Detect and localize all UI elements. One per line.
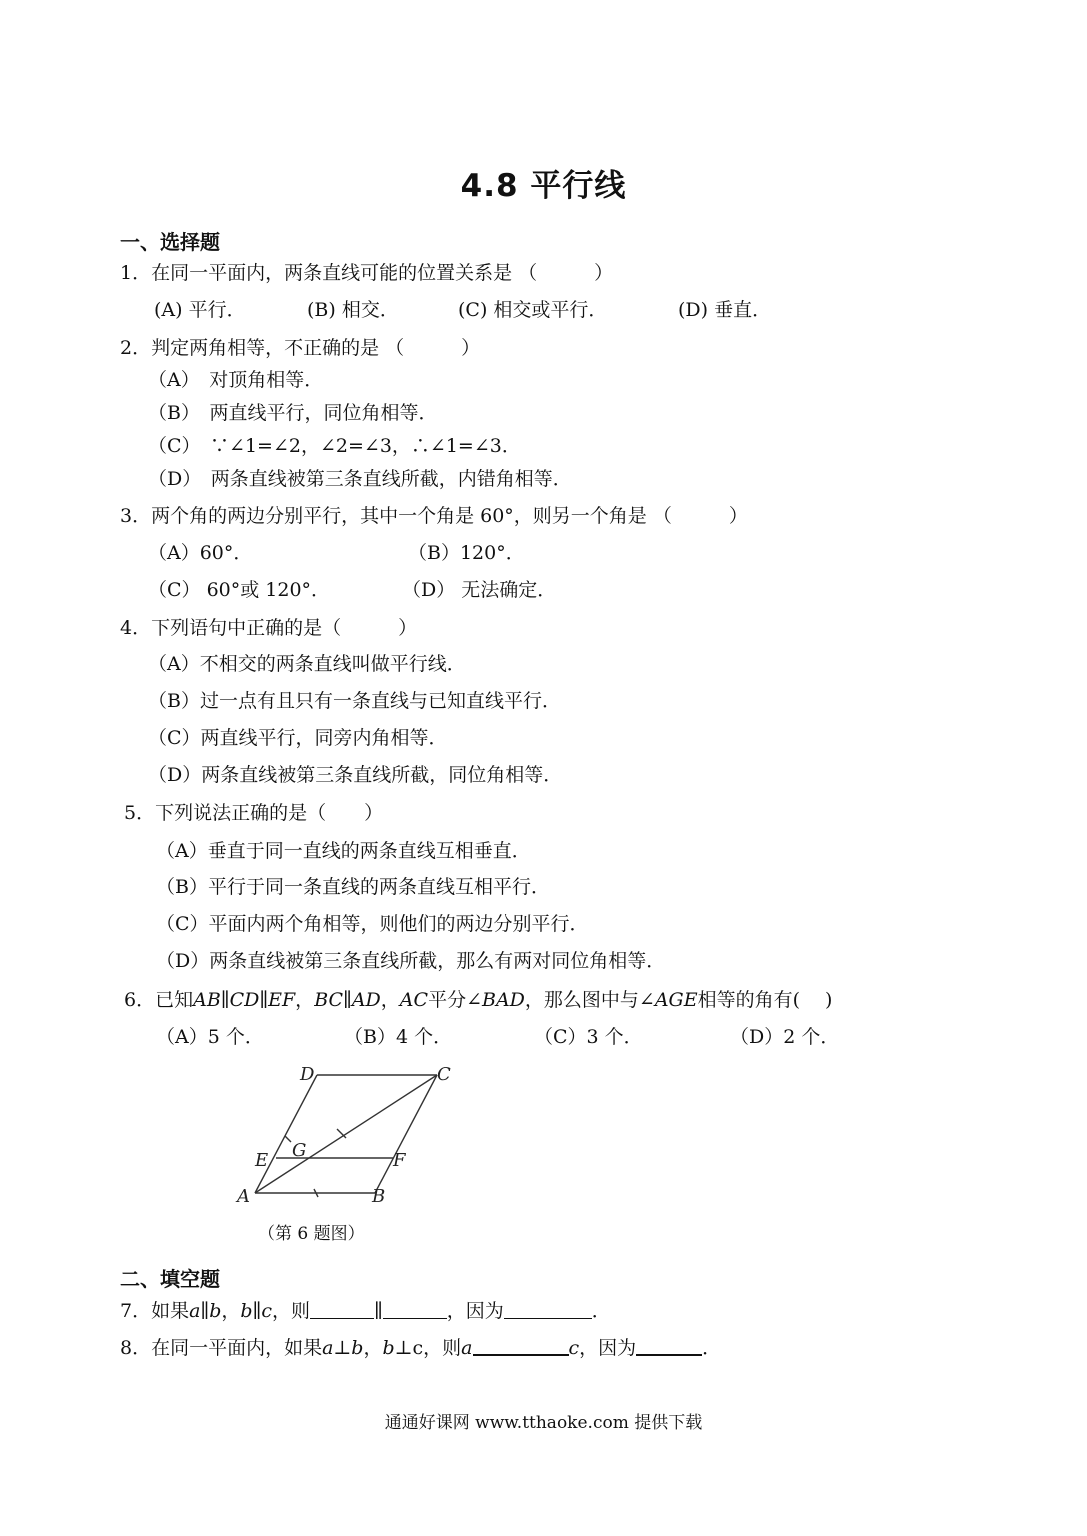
- q8-var-a: a: [322, 1337, 334, 1359]
- q6-line-ac: AC: [399, 989, 429, 1011]
- q7-reason-blank[interactable]: [504, 1300, 592, 1319]
- question-2-option-c: （C） ∵∠1=∠2，∠2=∠3，∴∠1=∠3．: [148, 435, 521, 457]
- segment-cb: [375, 1075, 437, 1193]
- q7-text-g: ，因为: [446, 1300, 504, 1322]
- segment-da: [255, 1075, 317, 1193]
- q6-text-5: ，: [380, 989, 400, 1011]
- question-5-option-a: （A）垂直于同一直线的两条直线互相垂直．: [156, 840, 531, 862]
- figure-caption: （第 6 题图）: [258, 1224, 365, 1244]
- question-8: [120, 1336, 721, 1360]
- q6-text-11: 相等的角有( ): [697, 989, 833, 1011]
- figure-label-d: D: [300, 1064, 315, 1085]
- question-2-option-b: （B） 两直线平行，同位角相等．: [148, 402, 438, 424]
- q6-text-3: ，: [295, 989, 315, 1011]
- section-fill-heading: 二、填空题: [120, 1267, 220, 1291]
- q8-reason-blank[interactable]: [636, 1336, 702, 1356]
- footer-source: 通通好课网 www.tthaoke.com 提供下载: [384, 1413, 703, 1433]
- q8-var-c: c: [568, 1337, 580, 1359]
- figure-label-g: G: [292, 1140, 307, 1161]
- q6-number: 6．: [124, 989, 156, 1011]
- question-6-option-a: （A）5 个．: [156, 1026, 264, 1048]
- q8-text-j: ，因为: [579, 1337, 637, 1359]
- q8-text-g: ⊥c，则: [394, 1337, 462, 1359]
- q8-text-a: 8．在同一平面内，如果: [120, 1337, 323, 1359]
- q7-answer-blank-2[interactable]: [383, 1300, 447, 1319]
- page-title: 4.8 平行线: [460, 168, 627, 204]
- question-3-option-b: （B）120°．: [408, 542, 525, 564]
- figure-label-c: C: [437, 1064, 451, 1085]
- question-5-stem: 5．下列说法正确的是（ ）: [124, 802, 384, 824]
- question-1-option-c: (C) 相交或平行．: [458, 299, 608, 321]
- figure-label-b: B: [372, 1186, 386, 1207]
- q6-text-1: 已知: [155, 989, 194, 1011]
- question-4-option-a: （A）不相交的两条直线叫做平行线．: [148, 653, 466, 675]
- section-choice-heading: 一、选择题: [120, 230, 220, 254]
- question-3-stem: 3．两个角的两边分别平行，其中一个角是 60°，则另一个角是 （ ）: [120, 505, 748, 527]
- q6-angle-age: AGE: [654, 989, 698, 1011]
- figure-label-f: F: [393, 1150, 406, 1171]
- question-4-stem: 4．下列语句中正确的是（ ）: [120, 617, 418, 639]
- question-6-stem: [124, 988, 832, 1012]
- q7-text-e: ，则: [271, 1300, 310, 1322]
- q8-answer-blank[interactable]: [473, 1336, 569, 1356]
- q7-text-c: ，: [221, 1300, 241, 1322]
- q7-a-parallel-b: a∥b: [189, 1300, 222, 1322]
- question-3-option-c: （C） 60°或 120°．: [148, 579, 331, 601]
- question-4-option-c: （C）两直线平行，同旁内角相等．: [148, 727, 448, 749]
- q6-parallel-2: BC∥AD: [314, 989, 381, 1011]
- question-6-option-d: （D）2 个．: [730, 1026, 840, 1048]
- q6-text-9: ，那么图中与∠: [524, 989, 655, 1011]
- question-6-figure: [230, 1060, 470, 1210]
- question-5-option-c: （C）平面内两个角相等，则他们的两边分别平行．: [156, 913, 589, 935]
- q7-b-parallel-c: b∥c: [240, 1300, 272, 1322]
- question-1-stem: 1．在同一平面内，两条直线可能的位置关系是 （ ）: [120, 262, 614, 284]
- question-3-option-a: （A）60°．: [148, 542, 253, 564]
- question-2-option-a: （A） 对顶角相等．: [148, 369, 324, 391]
- question-5-option-b: （B）平行于同一条直线的两条直线互相平行．: [156, 876, 550, 898]
- q6-parallel-1: AB∥CD∥EF: [193, 989, 296, 1011]
- q6-angle-bad: BAD: [481, 989, 525, 1011]
- q8-text-e: ，: [363, 1337, 383, 1359]
- question-5-option-d: （D）两条直线被第三条直线所截，那么有两对同位角相等．: [156, 950, 666, 972]
- segment-ac: [255, 1075, 437, 1193]
- q6-text-7: 平分∠: [428, 989, 482, 1011]
- question-4-option-d: （D）两条直线被第三条直线所截，同位角相等．: [148, 764, 563, 786]
- figure-label-a: A: [237, 1186, 250, 1207]
- q8-var-b-2: b: [382, 1337, 395, 1359]
- question-6-option-b: （B）4 个．: [344, 1026, 453, 1048]
- q8-text-k: ．: [702, 1337, 722, 1359]
- question-7: [120, 1299, 611, 1323]
- question-1-option-a: (A) 平行．: [154, 299, 246, 321]
- q7-text-h: ．: [591, 1300, 611, 1322]
- q7-text-a: 7．如果: [120, 1300, 190, 1322]
- q8-perp-1: ⊥: [333, 1337, 352, 1359]
- q7-answer-blank-1[interactable]: [310, 1300, 374, 1319]
- question-2-option-d: （D） 两条直线被第三条直线所截，内错角相等．: [148, 468, 572, 490]
- q8-var-a-2: a: [461, 1337, 473, 1359]
- question-1-option-d: (D) 垂直．: [678, 299, 772, 321]
- question-3-option-d: （D） 无法确定．: [402, 579, 557, 601]
- figure-label-e: E: [255, 1150, 269, 1171]
- tick-mark-ed: [285, 1136, 291, 1142]
- question-1-option-b: (B) 相交．: [307, 299, 399, 321]
- question-6-option-c: （C）3 个．: [534, 1026, 643, 1048]
- q8-var-b: b: [351, 1337, 364, 1359]
- q7-parallel-symbol: ∥: [374, 1300, 383, 1322]
- question-4-option-b: （B）过一点有且只有一条直线与已知直线平行．: [148, 690, 561, 712]
- question-2-stem: 2．判定两角相等，不正确的是 （ ）: [120, 337, 481, 359]
